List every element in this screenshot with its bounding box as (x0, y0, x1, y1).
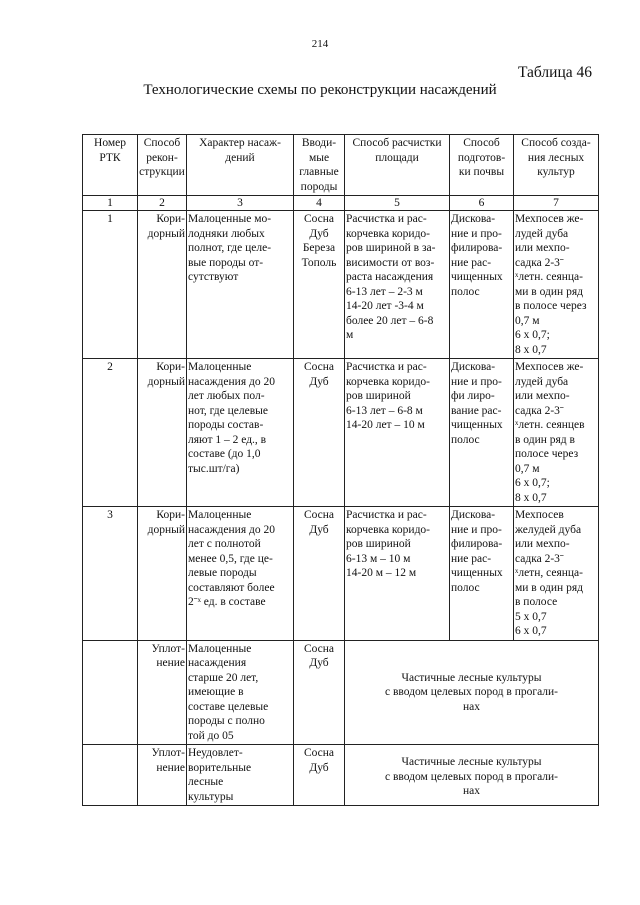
text-line: 5 х 0,7 (515, 610, 547, 623)
table-label: Таблица 46 (517, 64, 592, 81)
text-line: ние и про- (451, 523, 502, 536)
rtk-number: 2 (83, 359, 138, 507)
table-row (83, 359, 599, 507)
text-line: 8 х 0,7 (515, 343, 547, 356)
text-line: Малоценные (188, 642, 252, 655)
text-line: дений (225, 151, 255, 164)
text-line: чищенных (451, 271, 503, 283)
text-line: подготов- (457, 151, 506, 164)
column-number: 4 (294, 196, 345, 211)
text-line: Сосна (303, 213, 335, 225)
text-line: ров шириной (346, 390, 411, 402)
text-line: Сосна (303, 509, 335, 521)
header-cell (187, 135, 294, 196)
text-line: культур (537, 166, 575, 178)
text-line: ми в один ряд (515, 581, 583, 594)
rtk-number (83, 640, 138, 745)
stand-character (187, 745, 294, 806)
text-line: в один ряд в (515, 433, 575, 446)
text-line: 0,7 м (515, 462, 540, 475)
text-line: нение (156, 657, 185, 669)
text-line: Дискова- (451, 361, 496, 373)
stand-character (187, 507, 294, 641)
text-line: ров шириной в за- (346, 242, 436, 254)
table-row (83, 507, 599, 641)
text-line: или мехпо- (515, 390, 570, 402)
text-line: культуры (188, 790, 234, 803)
text-line: ние рас- (451, 256, 492, 269)
text-line: корчевка коридо- (346, 523, 431, 536)
text-line: дорный (147, 375, 185, 388)
text-line: 14-20 лет – 10 м (346, 419, 425, 431)
text-line: Частичные лесные культуры (401, 671, 542, 684)
text-line: левые породы (188, 567, 257, 579)
text-line: ляют 1 – 2 ед., в (188, 433, 267, 446)
culture-creation (514, 211, 599, 359)
text-line: РТК (99, 151, 121, 164)
text-line: в полосе (515, 596, 558, 608)
reconstruction-method (138, 359, 187, 507)
text-line: Дискова- (451, 509, 496, 521)
text-line: породы с полно (188, 715, 265, 727)
text-line: ˣлетн, сеянца- (515, 567, 583, 579)
text-line: с вводом целевых пород в прогали- (385, 770, 558, 783)
text-line: Кори- (156, 213, 185, 225)
text-line: желудей дуба (515, 523, 582, 536)
text-line: ми в один ряд (515, 285, 583, 298)
text-line: или мехпо- (515, 242, 570, 254)
header-cell (345, 135, 450, 196)
text-line: главные (299, 166, 339, 178)
text-line: фи лиро- (451, 390, 495, 402)
text-line: садка 2-3ˉ (515, 256, 564, 269)
text-line: 6-13 лет – 2-3 м (346, 285, 423, 298)
text-line: Малоценные (188, 361, 252, 373)
table-row (83, 211, 599, 359)
column-number: 6 (450, 196, 514, 211)
text-line: Уплот- (151, 747, 185, 759)
text-line: садка 2-3ˉ (515, 404, 564, 417)
rtk-number (83, 745, 138, 806)
text-line: ние рас- (451, 552, 492, 565)
text-line: 6 х 0,7; (515, 477, 550, 489)
column-number: 2 (138, 196, 187, 211)
text-line: лет любых пол- (188, 390, 265, 402)
page-number: 214 (311, 38, 329, 50)
text-line: ние и про- (451, 227, 502, 240)
text-line: Характер насаж- (199, 137, 281, 149)
reconstruction-schemes-table (82, 134, 599, 806)
text-line: насаждения до 20 (188, 523, 275, 536)
text-line: струкции (139, 166, 185, 178)
text-line: с вводом целевых пород в прогали- (385, 686, 558, 698)
text-line: имеющие в (188, 686, 244, 698)
text-line: 6-13 м – 10 м (346, 552, 411, 565)
clearing-method (345, 507, 450, 641)
text-line: висимости от воз- (346, 256, 435, 269)
text-line: вание рас- (451, 404, 502, 417)
text-line: м (346, 329, 354, 341)
reconstruction-method (138, 211, 187, 359)
text-line: Мехпосев (515, 509, 564, 521)
text-line: площади (375, 151, 419, 164)
text-line: той до 05 (188, 729, 234, 742)
text-line: полос (451, 285, 480, 298)
text-line: менее 0,5, где це- (188, 552, 273, 565)
text-line: Кори- (156, 509, 185, 521)
clearing-method (345, 359, 450, 507)
soil-preparation (450, 507, 514, 641)
text-line: Дуб (309, 761, 329, 774)
main-species (294, 640, 345, 745)
text-line: лодняки любых (188, 227, 265, 240)
text-line: Номер (94, 137, 126, 149)
text-line: составе целевые (188, 700, 269, 713)
text-line: Береза (302, 242, 336, 254)
text-line: породы (300, 180, 338, 193)
text-line: насаждения (188, 657, 247, 669)
text-line: Сосна (303, 642, 335, 655)
text-line: ния лесных (527, 151, 585, 164)
text-line: полнот, где целе- (188, 242, 272, 254)
text-line: 14-20 лет -3-4 м (346, 300, 424, 312)
text-line: лудей дуба (515, 227, 569, 240)
text-line: нение (156, 761, 185, 774)
text-line: ˣлетн. сеянцев (515, 419, 585, 431)
text-line: Расчистка и рас- (346, 361, 427, 373)
stand-character (187, 211, 294, 359)
text-line: Дуб (309, 657, 329, 669)
text-line: садка 2-3ˉ (515, 552, 564, 565)
text-line: ние и про- (451, 375, 502, 388)
column-number: 1 (83, 196, 138, 211)
text-line: ров шириной (346, 538, 411, 550)
text-line: ˣлетн. сеянца- (515, 271, 583, 283)
column-number: 3 (187, 196, 294, 211)
clearing-method (345, 211, 450, 359)
text-line: насаждения до 20 (188, 375, 275, 388)
text-line: составе (до 1,0 (188, 448, 261, 460)
text-line: Вводи- (301, 137, 337, 149)
text-line: 8 х 0,7 (515, 491, 547, 504)
culture-creation (514, 507, 599, 641)
header-cell (514, 135, 599, 196)
text-line: сутствуют (188, 271, 239, 283)
text-line: чищенных (451, 419, 503, 431)
text-line: корчевка коридо- (346, 375, 431, 388)
text-line: Кори- (156, 361, 185, 373)
reconstruction-method (138, 640, 187, 745)
table-row-merged (83, 640, 599, 745)
text-line: раста насаждения (346, 271, 434, 283)
text-line: Расчистка и рас- (346, 509, 427, 521)
main-species (294, 507, 345, 641)
text-line: Способ созда- (521, 137, 591, 149)
culture-creation (514, 359, 599, 507)
header-cell (294, 135, 345, 196)
text-line: мые (308, 151, 330, 164)
stand-character (187, 359, 294, 507)
text-line: Неудовлет- (188, 747, 243, 759)
table-row-merged (83, 745, 599, 806)
text-line: рекон- (146, 151, 178, 164)
text-line: дорный (147, 227, 185, 240)
rtk-number: 1 (83, 211, 138, 359)
text-line: лет с полнотой (188, 538, 261, 550)
text-line: Мехпосев же- (515, 213, 584, 225)
stand-character (187, 640, 294, 745)
text-line: дорный (147, 523, 185, 536)
text-line: 6 х 0,7 (515, 625, 547, 637)
text-line: Способ (463, 137, 500, 149)
soil-preparation (450, 359, 514, 507)
column-number: 7 (514, 196, 599, 211)
text-line: Малоценные (188, 509, 252, 521)
text-line: 2ˉˣ ед. в составе (188, 596, 266, 608)
text-line: Малоценные мо- (188, 213, 272, 225)
text-line: Мехпосев же- (515, 361, 584, 373)
column-number: 5 (345, 196, 450, 211)
text-line: чищенных (451, 567, 503, 579)
text-line: ворительные (188, 761, 252, 774)
text-line: корчевка коридо- (346, 227, 431, 240)
text-line: 6-13 лет – 6-8 м (346, 404, 423, 417)
text-line: Дуб (309, 375, 329, 388)
text-line: Дискова- (451, 213, 496, 225)
text-line: Уплот- (151, 642, 185, 655)
text-line: филирова- (451, 242, 503, 254)
text-line: более 20 лет – 6-8 (346, 314, 434, 327)
document-title: Технологические схемы по реконструкции насаждений (143, 82, 497, 98)
soil-preparation (450, 211, 514, 359)
text-line: в полосе через (515, 300, 587, 312)
main-species (294, 211, 345, 359)
text-line: породы состав- (188, 419, 264, 431)
text-line: 14-20 м – 12 м (346, 567, 417, 579)
partial-cultures-note (345, 745, 599, 806)
reconstruction-method (138, 507, 187, 641)
text-line: 6 х 0,7; (515, 329, 550, 341)
text-line: лесные (188, 776, 224, 788)
partial-cultures-note (345, 640, 599, 745)
text-line: тыс.шт/га) (188, 462, 240, 475)
rtk-number: 3 (83, 507, 138, 641)
text-line: вые породы от- (188, 256, 264, 269)
text-line: составляют более (188, 581, 275, 594)
text-line: полосе через (515, 448, 579, 460)
header-row (83, 135, 599, 196)
text-line: старше 20 лет, (188, 671, 259, 684)
text-line: полос (451, 581, 480, 594)
text-line: филирова- (451, 538, 503, 550)
text-line: нах (462, 700, 480, 713)
text-line: Расчистка и рас- (346, 213, 427, 225)
header-cell (450, 135, 514, 196)
text-line: нах (462, 785, 480, 797)
header-cell (83, 135, 138, 196)
text-line: Дуб (309, 227, 329, 240)
text-line: Дуб (309, 523, 329, 536)
text-line: Сосна (303, 361, 335, 373)
reconstruction-method (138, 745, 187, 806)
text-line: или мехпо- (515, 538, 570, 550)
column-number-row (83, 196, 599, 211)
header-cell (138, 135, 187, 196)
text-line: Сосна (303, 747, 335, 759)
text-line: Частичные лесные культуры (401, 756, 542, 768)
main-species (294, 745, 345, 806)
main-species (294, 359, 345, 507)
text-line: Тополь (301, 256, 337, 269)
text-line: Способ расчистки (352, 137, 442, 149)
text-line: полос (451, 433, 480, 446)
text-line: ки почвы (458, 166, 505, 178)
text-line: лудей дуба (515, 375, 569, 388)
text-line: Способ (143, 137, 181, 149)
text-line: 0,7 м (515, 314, 540, 327)
text-line: нот, где целевые (188, 404, 269, 417)
